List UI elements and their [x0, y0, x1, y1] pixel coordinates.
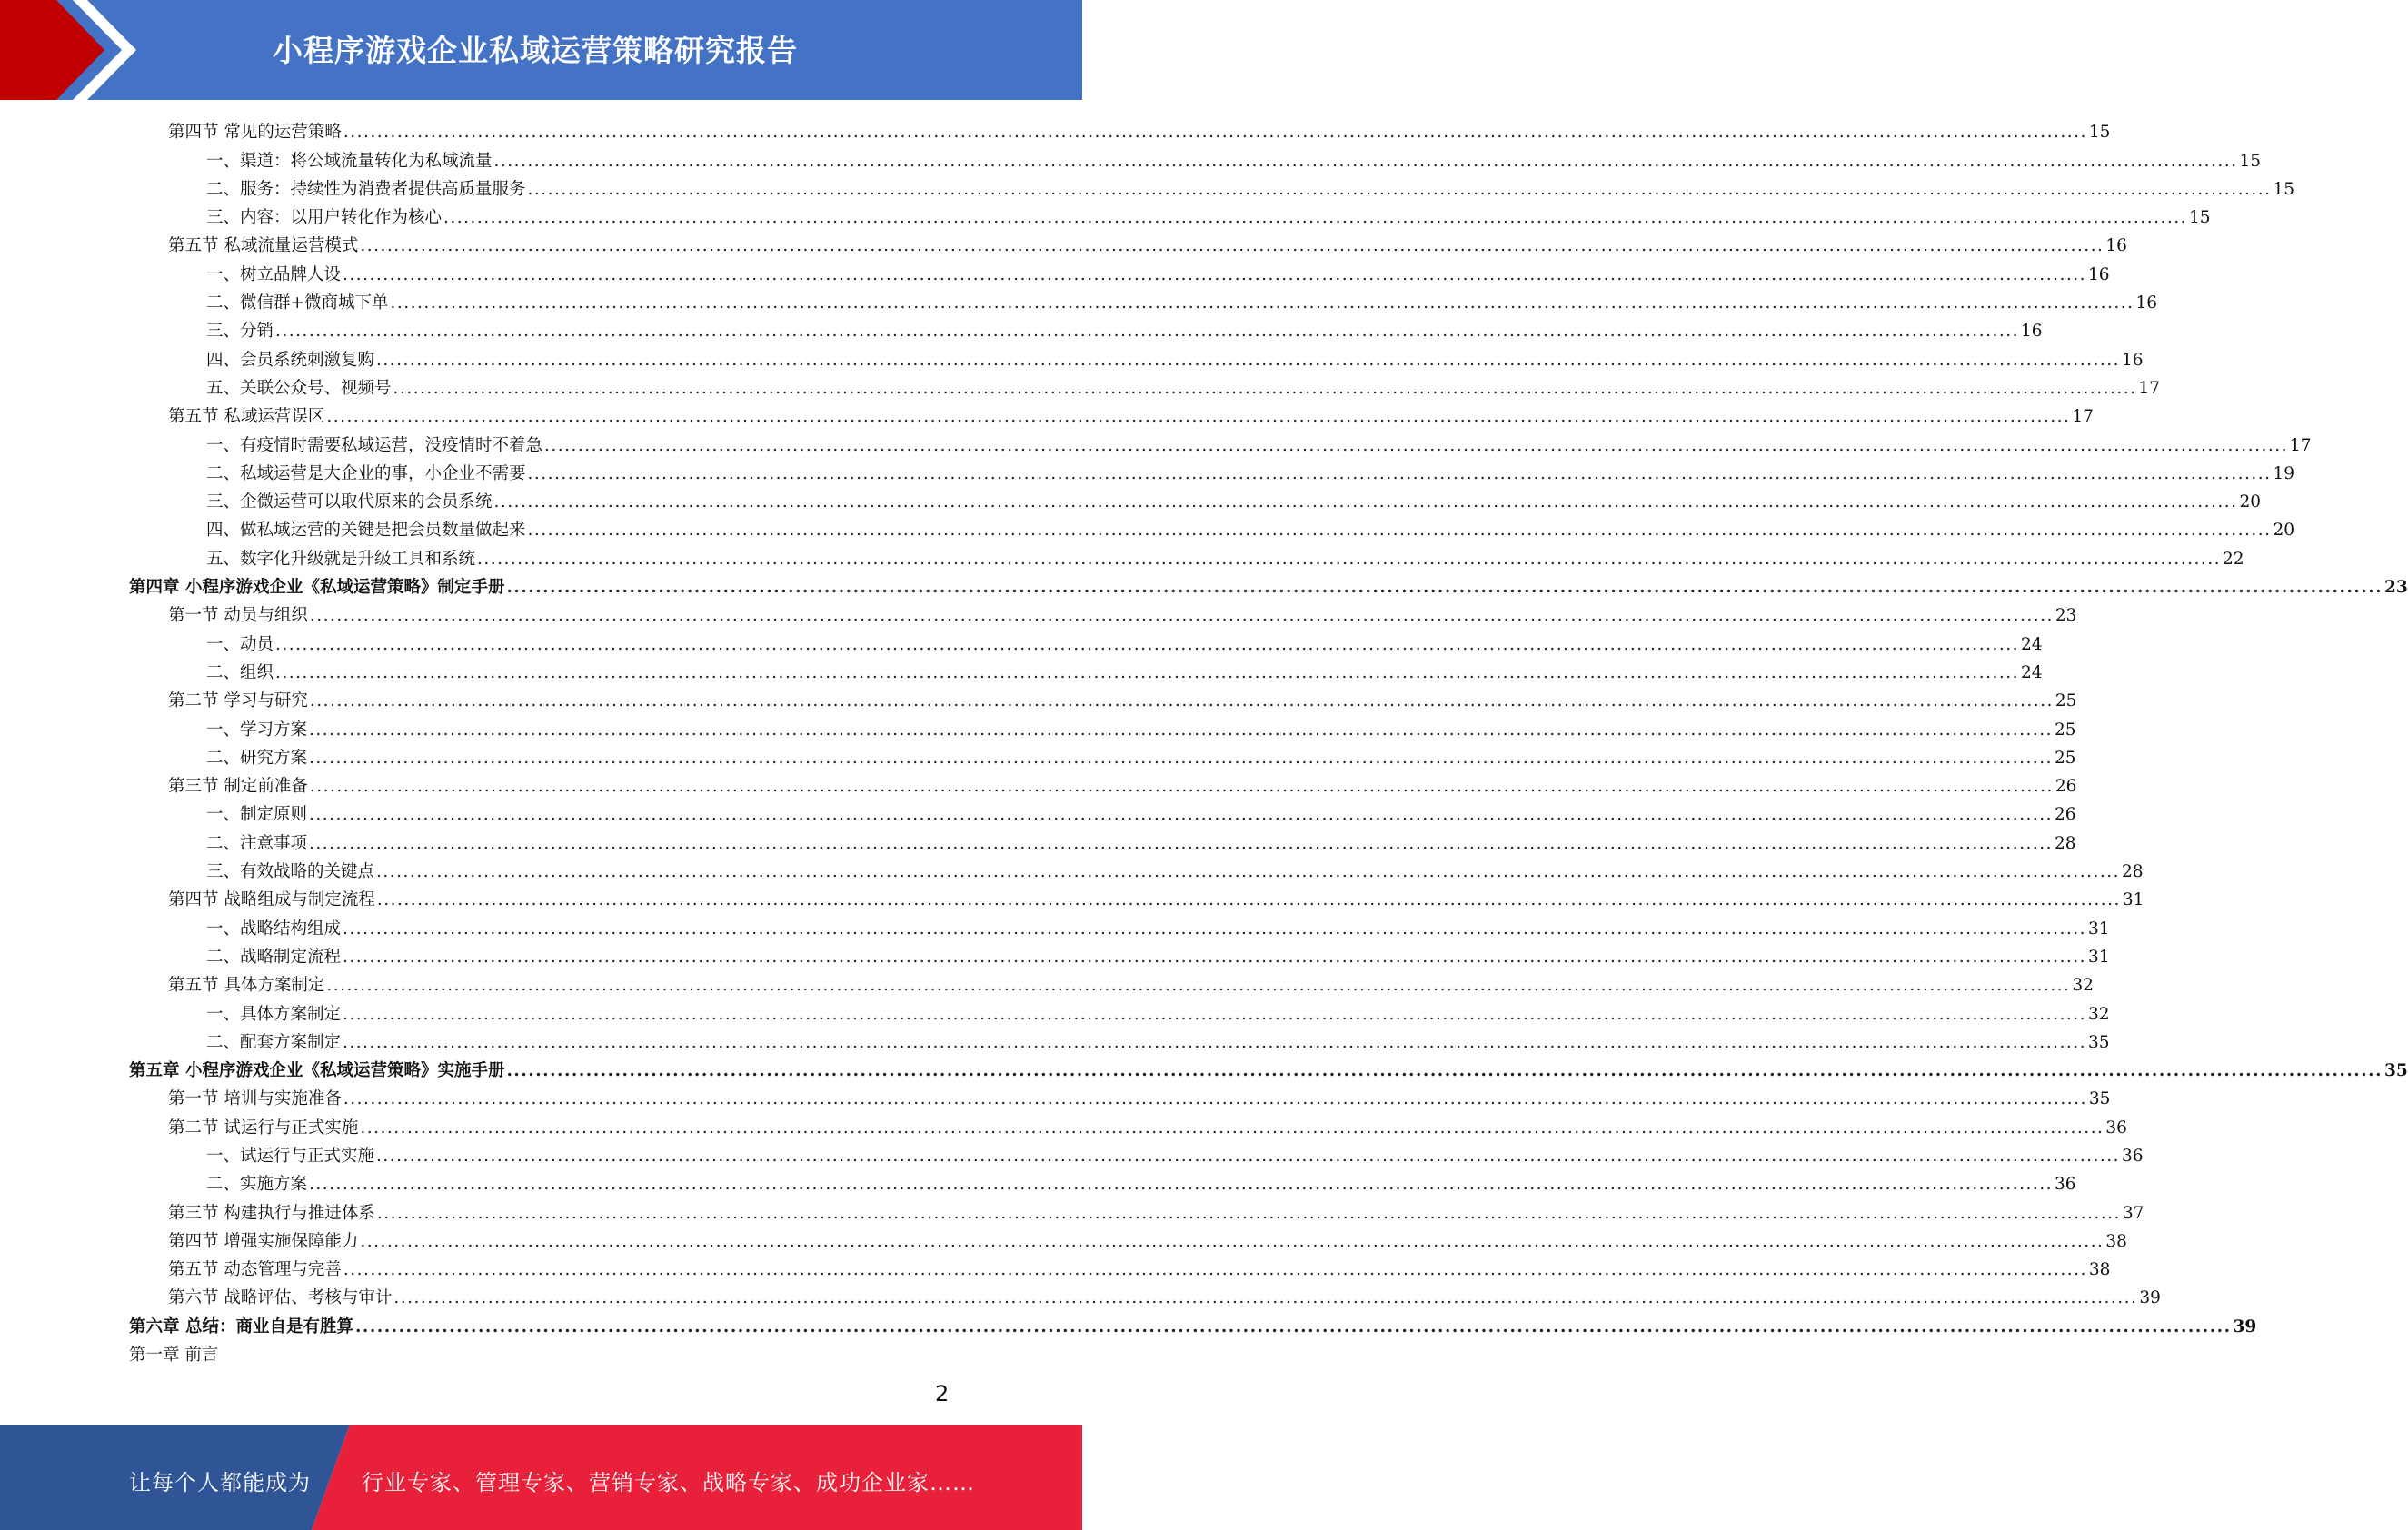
toc-entry-title: 四、做私域运营的关键是把会员数量做起来 — [206, 521, 526, 541]
toc-entry[interactable] — [0, 883, 2144, 911]
toc-entry[interactable] — [0, 940, 2110, 969]
toc-entry-title: 三、内容：以用户转化作为核心 — [206, 208, 443, 228]
toc-leader-dots: .................................................................................................................................................................................................................................................................... — [506, 578, 2383, 598]
toc-leader-dots: .................................................................................................................................................................................................................................................................... — [527, 521, 2272, 541]
report-title: 小程序游戏企业私域运营策略研究报告 — [273, 33, 798, 68]
toc-entry-title: 一、战略结构组成 — [206, 919, 342, 939]
toc-leader-dots: .................................................................................................................................................................................................................................................................... — [309, 720, 2053, 740]
toc-entry[interactable] — [0, 712, 2076, 740]
toc-entry-title: 一、动员 — [206, 634, 274, 654]
toc-entry-title: 一、试运行与正式实施 — [206, 1146, 375, 1166]
toc-entry-title: 四、会员系统刺激复购 — [206, 350, 375, 370]
toc-entry-page: 28 — [2121, 862, 2144, 882]
toc-leader-dots: .................................................................................................................................................................................................................................................................... — [360, 236, 2105, 256]
toc-entry[interactable] — [0, 485, 2262, 513]
toc-entry[interactable] — [0, 770, 2077, 798]
toc-entry[interactable] — [0, 1026, 2110, 1054]
toc-entry[interactable] — [0, 1167, 2076, 1196]
toc-entry-page: 36 — [2121, 1146, 2144, 1166]
toc-entry-page: 26 — [2054, 805, 2076, 825]
toc-entry[interactable] — [0, 1196, 2144, 1224]
toc-entry-page: 38 — [2105, 1231, 2127, 1251]
toc-entry-title: 第五节 私域运营误区 — [168, 407, 325, 427]
toc-entry-page: 15 — [2088, 123, 2111, 143]
toc-entry-title: 一、树立品牌人设 — [206, 264, 342, 284]
toc-leader-dots: .................................................................................................................................................................................................................................................................... — [443, 208, 2187, 228]
toc-entry[interactable] — [0, 201, 2211, 229]
toc-entry-title: 五、关联公众号、视频号 — [206, 378, 392, 398]
toc-entry[interactable] — [0, 257, 2110, 285]
toc-entry-title: 一、渠道：将公域流量转化为私域流量 — [206, 151, 493, 171]
toc-entry[interactable] — [0, 627, 2043, 655]
toc-entry[interactable] — [0, 173, 2295, 201]
toc-entry[interactable] — [0, 599, 2077, 627]
toc-entry[interactable] — [0, 428, 2312, 456]
toc-entry[interactable] — [0, 911, 2110, 939]
toc-leader-dots: .................................................................................................................................................................................................................................................................... — [309, 606, 2054, 626]
toc-leader-dots: .................................................................................................................................................................................................................................................................... — [343, 947, 2086, 967]
toc-leader-dots: .................................................................................................................................................................................................................................................................... — [360, 1231, 2105, 1251]
toc-entry-title: 二、私域运营是大企业的事，小企业不需要 — [206, 463, 526, 483]
toc-leader-dots: .................................................................................................................................................................................................................................................................... — [376, 862, 2120, 882]
toc-entry-title: 二、微信群+微商城下单 — [206, 293, 389, 313]
page-footer — [0, 1425, 1082, 1530]
toc-entry[interactable] — [0, 513, 2295, 541]
toc-entry[interactable] — [0, 1054, 2408, 1082]
toc-leader-dots: .................................................................................................................................................................................................................................................................... — [493, 151, 2238, 171]
toc-entry-title: 第五章 小程序游戏企业《私域运营策略》实施手册 — [129, 1061, 505, 1081]
toc-leader-dots: .................................................................................................................................................................................................................................................................... — [393, 1288, 2138, 1308]
toc-entry-page: 31 — [2122, 890, 2144, 910]
toc-entry-page: 32 — [2087, 1004, 2110, 1024]
toc-entry[interactable] — [0, 541, 2244, 570]
toc-entry[interactable] — [0, 1082, 2111, 1110]
footer-roles: 行业专家、管理专家、营销专家、战略专家、成功企业家…… — [362, 1470, 975, 1495]
toc-leader-dots: .................................................................................................................................................................................................................................................................... — [376, 1146, 2120, 1166]
toc-entry-page: 17 — [2072, 407, 2094, 427]
toc-entry-title: 二、实施方案 — [206, 1175, 308, 1195]
toc-leader-dots: .................................................................................................................................................................................................................................................................... — [343, 123, 2087, 143]
toc-entry[interactable] — [0, 571, 2408, 599]
toc-entry-page: 39 — [2139, 1288, 2161, 1308]
toc-entry-title: 第六节 战略评估、考核与审计 — [168, 1288, 393, 1308]
toc-entry[interactable] — [0, 1139, 2144, 1167]
toc-entry-page: 26 — [2055, 777, 2077, 797]
toc-leader-dots: .................................................................................................................................................................................................................................................................... — [343, 919, 2086, 939]
toc-leader-dots: .................................................................................................................................................................................................................................................................... — [275, 322, 2019, 342]
toc-leader-dots: .................................................................................................................................................................................................................................................................... — [506, 1061, 2383, 1081]
toc-entry-page: 16 — [2020, 322, 2043, 342]
toc-entry-title: 一、具体方案制定 — [206, 1004, 342, 1024]
toc-entry-page: 16 — [2105, 236, 2127, 256]
toc-entry-page: 25 — [2054, 748, 2076, 768]
toc-entry-title: 第五节 私域流量运营模式 — [168, 236, 359, 256]
toc-leader-dots: .................................................................................................................................................................................................................................................................... — [343, 1004, 2086, 1024]
toc-leader-dots: .................................................................................................................................................................................................................................................................... — [527, 463, 2272, 483]
toc-leader-dots: .................................................................................................................................................................................................................................................................... — [326, 976, 2071, 996]
toc-entry-title: 二、注意事项 — [206, 833, 308, 853]
toc-entry-page: 36 — [2054, 1175, 2076, 1195]
toc-entry-title: 五、数字化升级就是升级工具和系统 — [206, 549, 476, 569]
toc-entry-page: 24 — [2020, 662, 2043, 682]
toc-entry-page: 35 — [2087, 1032, 2110, 1052]
toc-entry-page: 36 — [2105, 1118, 2127, 1138]
toc-entry[interactable] — [0, 997, 2110, 1025]
toc-entry-title: 第三节 制定前准备 — [168, 777, 308, 797]
toc-entry-title: 第二节 试运行与正式实施 — [168, 1118, 359, 1138]
toc-entry[interactable] — [0, 115, 2111, 144]
toc-leader-dots: .................................................................................................................................................................................................................................................................... — [527, 179, 2272, 199]
toc-entry[interactable] — [0, 855, 2144, 883]
toc-entry-title: 三、有效战略的关键点 — [206, 862, 375, 882]
toc-entry-title: 第一节 动员与组织 — [168, 606, 308, 626]
toc-entry-page: 28 — [2054, 833, 2076, 853]
toc-entry[interactable] — [0, 1110, 2127, 1138]
footer-slogan: 让每个人都能成为 — [129, 1470, 311, 1495]
toc-entry[interactable] — [0, 229, 2127, 257]
toc-leader-dots: .................................................................................................................................................................................................................................................................... — [275, 634, 2019, 654]
toc-leader-dots: .................................................................................................................................................................................................................................................................... — [477, 549, 2221, 569]
toc-entry-page: 16 — [2121, 350, 2144, 370]
toc-entry-page: 17 — [2138, 378, 2161, 398]
toc-entry-title: 三、分销 — [206, 322, 274, 342]
toc-leader-dots: .................................................................................................................................................................................................................................................................... — [376, 890, 2121, 910]
toc-entry[interactable] — [0, 1253, 2111, 1281]
trailing-chapter-heading: 第一章 前言 — [129, 1346, 219, 1366]
toc-entry[interactable] — [0, 343, 2144, 371]
toc-entry-page: 16 — [2087, 264, 2110, 284]
toc-entry[interactable] — [0, 798, 2076, 826]
toc-leader-dots: .................................................................................................................................................................................................................................................................... — [309, 833, 2053, 853]
toc-entry-title: 二、组织 — [206, 662, 274, 682]
toc-entry-title: 第四节 战略组成与制定流程 — [168, 890, 375, 910]
toc-entry-page: 25 — [2054, 720, 2076, 740]
toc-entry-title: 三、企微运营可以取代原来的会员系统 — [206, 492, 493, 512]
page-number: 2 — [935, 1381, 950, 1406]
toc-entry[interactable] — [0, 1281, 2161, 1309]
toc-entry-page: 32 — [2072, 976, 2094, 996]
table-of-contents — [0, 115, 2408, 1366]
toc-entry-title: 二、战略制定流程 — [206, 947, 342, 967]
toc-entry-title: 第二节 学习与研究 — [168, 691, 308, 711]
toc-entry-page: 23 — [2055, 606, 2077, 626]
toc-leader-dots: .................................................................................................................................................................................................................................................................... — [343, 1089, 2087, 1109]
toc-entry[interactable] — [0, 1309, 2257, 1337]
toc-entry[interactable] — [0, 1225, 2127, 1253]
toc-leader-dots: .................................................................................................................................................................................................................................................................... — [343, 264, 2086, 284]
toc-entry-page: 23 — [2384, 578, 2408, 598]
toc-leader-dots: .................................................................................................................................................................................................................................................................... — [376, 1203, 2121, 1223]
toc-leader-dots: .................................................................................................................................................................................................................................................................... — [360, 1118, 2105, 1138]
toc-entry-page: 22 — [2222, 549, 2244, 569]
toc-leader-dots: .................................................................................................................................................................................................................................................................... — [493, 492, 2238, 512]
toc-entry[interactable] — [0, 969, 2094, 997]
toc-entry-title: 第五节 动态管理与完善 — [168, 1260, 342, 1280]
toc-entry-title: 二、服务：持续性为消费者提供高质量服务 — [206, 179, 526, 199]
toc-entry-page: 31 — [2087, 919, 2110, 939]
toc-entry-title: 第一节 培训与实施准备 — [168, 1089, 342, 1109]
toc-entry-title: 一、学习方案 — [206, 720, 308, 740]
toc-entry-page: 20 — [2273, 521, 2295, 541]
toc-leader-dots: .................................................................................................................................................................................................................................................................... — [376, 350, 2120, 370]
toc-entry[interactable] — [0, 314, 2043, 343]
toc-entry-page: 25 — [2055, 691, 2077, 711]
toc-entry-page: 37 — [2122, 1203, 2144, 1223]
toc-entry-page: 24 — [2020, 634, 2043, 654]
page-header — [0, 0, 1082, 100]
toc-entry[interactable] — [0, 826, 2076, 854]
toc-entry-page: 19 — [2273, 463, 2295, 483]
toc-entry-title: 二、配套方案制定 — [206, 1032, 342, 1052]
toc-entry-page: 20 — [2239, 492, 2262, 512]
toc-entry-page: 16 — [2135, 293, 2158, 313]
toc-leader-dots: .................................................................................................................................................................................................................................................................... — [343, 1032, 2086, 1052]
toc-entry-title: 一、有疫情时需要私域运营，没疫情时不着急 — [206, 435, 543, 455]
toc-entry[interactable] — [0, 457, 2295, 485]
toc-entry-page: 35 — [2384, 1061, 2408, 1081]
toc-leader-dots: .................................................................................................................................................................................................................................................................... — [354, 1316, 2232, 1336]
toc-entry[interactable] — [0, 400, 2094, 428]
chevron-decoration — [0, 0, 145, 100]
toc-leader-dots: .................................................................................................................................................................................................................................................................... — [326, 407, 2071, 427]
toc-entry-title: 第四节 增强实施保障能力 — [168, 1231, 359, 1251]
toc-entry-page: 15 — [2273, 179, 2295, 199]
toc-leader-dots: .................................................................................................................................................................................................................................................................... — [309, 777, 2054, 797]
toc-entry-page: 35 — [2088, 1089, 2111, 1109]
toc-entry-page: 39 — [2233, 1316, 2257, 1336]
toc-entry-page: 17 — [2289, 435, 2312, 455]
toc-entry[interactable] — [0, 684, 2077, 712]
toc-entry-page: 31 — [2087, 947, 2110, 967]
toc-entry-title: 二、研究方案 — [206, 748, 308, 768]
toc-leader-dots: .................................................................................................................................................................................................................................................................... — [544, 435, 2288, 455]
toc-entry[interactable] — [0, 372, 2161, 400]
toc-entry[interactable] — [0, 144, 2262, 172]
toc-entry-title: 第四章 小程序游戏企业《私域运营策略》制定手册 — [129, 578, 505, 598]
toc-entry-title: 第五节 具体方案制定 — [168, 976, 325, 996]
toc-leader-dots: .................................................................................................................................................................................................................................................................... — [343, 1260, 2087, 1280]
toc-entry-title: 第六章 总结：商业自是有胜算 — [129, 1316, 353, 1336]
toc-entry-page: 38 — [2088, 1260, 2111, 1280]
toc-entry-page: 15 — [2239, 151, 2262, 171]
toc-leader-dots: .................................................................................................................................................................................................................................................................... — [309, 1175, 2053, 1195]
toc-entry[interactable] — [0, 656, 2043, 684]
toc-entry[interactable] — [0, 741, 2076, 770]
toc-leader-dots: .................................................................................................................................................................................................................................................................... — [390, 293, 2134, 313]
toc-leader-dots: .................................................................................................................................................................................................................................................................... — [309, 691, 2054, 711]
toc-entry-title: 第四节 常见的运营策略 — [168, 123, 342, 143]
toc-entry-page: 15 — [2188, 208, 2211, 228]
toc-entry[interactable] — [0, 286, 2158, 314]
toc-entry-title: 第三节 构建执行与推进体系 — [168, 1203, 375, 1223]
toc-entry-title: 一、制定原则 — [206, 805, 308, 825]
toc-leader-dots: .................................................................................................................................................................................................................................................................... — [309, 805, 2053, 825]
toc-leader-dots: .................................................................................................................................................................................................................................................................... — [393, 378, 2137, 398]
toc-leader-dots: .................................................................................................................................................................................................................................................................... — [275, 662, 2019, 682]
toc-leader-dots: .................................................................................................................................................................................................................................................................... — [309, 748, 2053, 768]
